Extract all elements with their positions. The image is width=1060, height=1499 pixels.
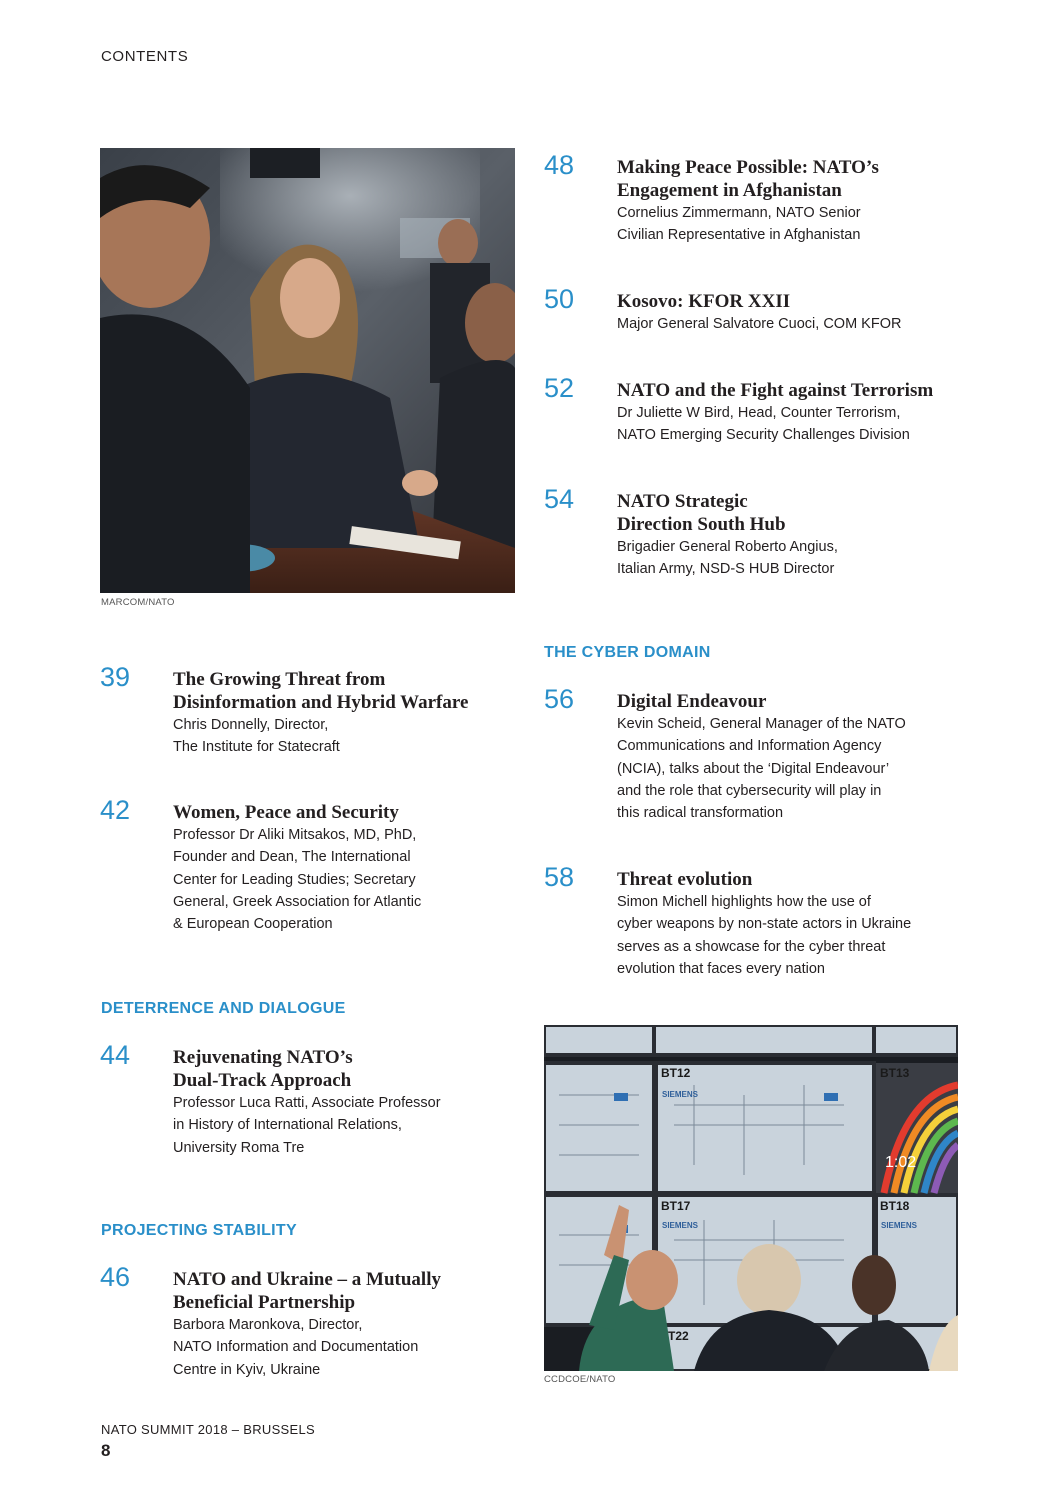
entry-title: Making Peace Possible: NATO’s Engagement in Afghanistan (617, 157, 879, 201)
screen-label: BT13 (880, 1066, 910, 1080)
contents-entry[interactable] (544, 284, 944, 335)
entry-title: The Growing Threat from Disinformation and Hybrid Warfare (173, 669, 469, 713)
contents-entry[interactable] (544, 484, 944, 581)
entry-page-number: 56 (544, 684, 575, 714)
entry-title: Threat evolution (617, 869, 753, 890)
section-heading-projecting: PROJECTING STABILITY (101, 1222, 297, 1239)
section-heading-cyber: THE CYBER DOMAIN (544, 644, 711, 661)
entry-description: Cornelius Zimmermann, NATO Senior Civilian Representative in Afghanistan (617, 205, 861, 244)
entry-page-number: 39 (100, 662, 131, 692)
entry-title: Women, Peace and Security (173, 802, 399, 823)
photo-credit: CCDCOE/NATO (544, 1374, 616, 1385)
entry-page-number: 54 (544, 484, 575, 514)
entry-page-number: 58 (544, 862, 575, 892)
entry-title: Kosovo: KFOR XXII (617, 291, 791, 312)
entry-title: Rejuvenating NATO’s Dual-Track Approach (173, 1047, 353, 1091)
entry-page-number: 44 (100, 1040, 131, 1070)
entry-description: Simon Michell highlights how the use of cyber weapons by non-state actors in Ukraine serves as a showcase for the cyber threat evolution that faces every nation (617, 894, 912, 977)
entry-description: Kevin Scheid, General Manager of the NATO Communications and Information Agency (NCIA), talks about the ‘Digital Endeavour’ and the role that cybersecurity will play in this radical transformation (617, 716, 906, 822)
screen-brand: SIEMENS (662, 1090, 699, 1099)
photo-naval-crew (100, 148, 515, 593)
entry-description: Major General Salvatore Cuoci, COM KFOR (617, 316, 902, 332)
entry-title: NATO and Ukraine – a Mutually Beneficial Partnership (173, 1269, 441, 1313)
photo-cyber-control-room (544, 1025, 958, 1371)
section-heading-deterrence: DETERRENCE AND DIALOGUE (101, 1000, 346, 1017)
entry-description: Chris Donnelly, Director, The Institute for Statecraft (173, 717, 340, 756)
entry-title: NATO and the Fight against Terrorism (617, 380, 934, 401)
entry-page-number: 52 (544, 373, 575, 403)
entry-description: Barbora Maronkova, Director, NATO Information and Documentation Centre in Kyiv, Ukraine (173, 1317, 419, 1378)
entry-description: Professor Luca Ratti, Associate Professor in History of International Relations, University Roma Tre (173, 1095, 441, 1156)
contents-entry[interactable] (544, 373, 964, 447)
contents-entry[interactable] (544, 150, 944, 247)
entry-description: Brigadier General Roberto Angius, Italian Army, NSD-S HUB Director (617, 539, 838, 578)
contents-entry[interactable] (100, 1040, 500, 1159)
contents-entry[interactable] (100, 795, 500, 935)
entry-page-number: 48 (544, 150, 575, 180)
page-number: 8 (101, 1441, 111, 1460)
entry-page-number: 50 (544, 284, 575, 314)
entry-page-number: 42 (100, 795, 131, 825)
entry-title: Digital Endeavour (617, 691, 767, 712)
entry-description: Dr Juliette W Bird, Head, Counter Terrorism, NATO Emerging Security Challenges Division (617, 405, 910, 444)
photo-cyber-control-room-illustration (544, 1025, 958, 1371)
screen-label: BT17 (661, 1199, 691, 1213)
publication-footer: NATO SUMMIT 2018 – BRUSSELS (101, 1422, 316, 1437)
photo-naval-crew-illustration (100, 148, 515, 593)
screen-brand: SIEMENS (881, 1221, 918, 1230)
contents-entry[interactable] (544, 684, 944, 824)
photo-credit: MARCOM/NATO (101, 597, 175, 608)
screen-label: BT12 (661, 1066, 691, 1080)
entry-title: NATO Strategic Direction South Hub (617, 491, 786, 535)
entry-page-number: 46 (100, 1262, 131, 1292)
contents-entry[interactable] (100, 1262, 500, 1381)
contents-entry[interactable] (544, 862, 944, 980)
page-title: CONTENTS (101, 48, 189, 65)
screen-brand: SIEMENS (662, 1221, 699, 1230)
screen-label: T22 (668, 1329, 689, 1343)
entry-description: Professor Dr Aliki Mitsakos, MD, PhD, Founder and Dean, The International Center for Leading Studies; Secretary General, Greek Association for Atlantic & European Cooperation (173, 827, 422, 933)
contents-entry[interactable] (100, 662, 500, 759)
screen-clock: 1:02 (885, 1154, 917, 1171)
screen-label: BT18 (880, 1199, 910, 1213)
